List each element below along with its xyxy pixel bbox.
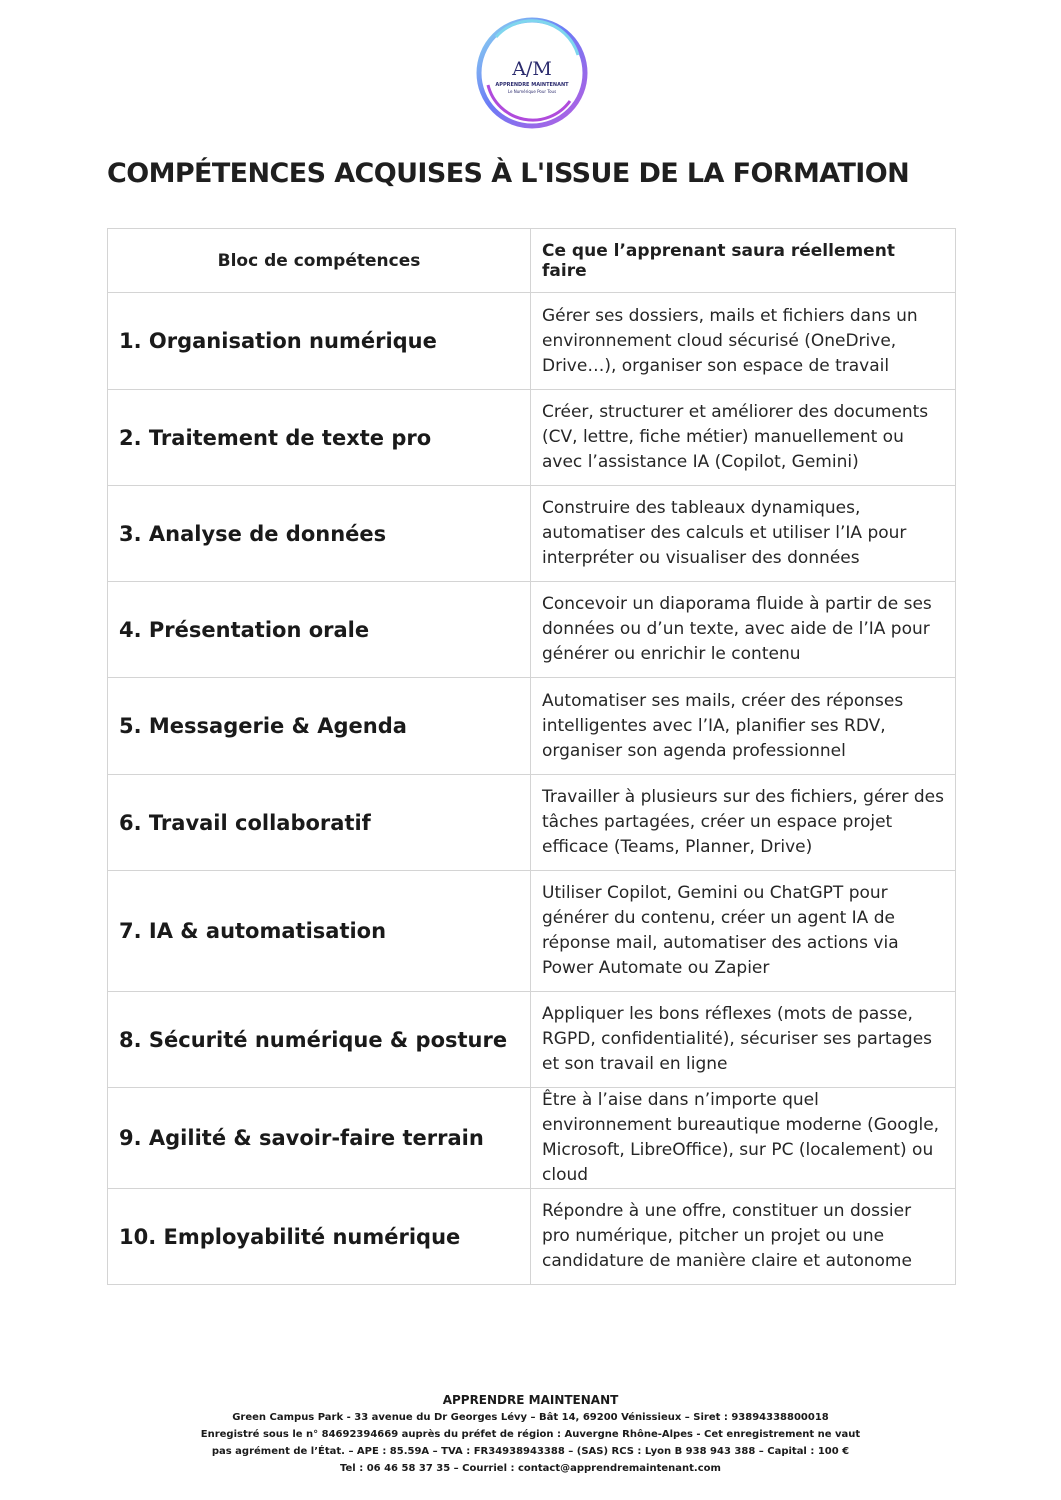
skill-block-name: 9. Agilité & savoir-faire terrain bbox=[108, 1088, 531, 1189]
table-row bbox=[108, 582, 956, 678]
table-row bbox=[108, 486, 956, 582]
footer-company: APPRENDRE MAINTENANT bbox=[442, 1393, 619, 1407]
company-logo bbox=[474, 15, 590, 131]
table-row bbox=[108, 293, 956, 390]
skill-block-name: 2. Traitement de texte pro bbox=[108, 390, 531, 486]
skill-block-name: 5. Messagerie & Agenda bbox=[108, 678, 531, 775]
footer-legal: pas agrément de l’État. – APE : 85.59A – TVA : FR34938943388 – (SAS) RCS : Lyon B 938 943 388 – Capital : 100 € bbox=[211, 1446, 850, 1457]
table-header-row bbox=[108, 229, 956, 293]
skill-description: Automatiser ses mails, créer des réponses intelligentes avec l’IA, planifier ses RDV, organiser son agenda professionnel bbox=[531, 678, 956, 775]
skill-description: Construire des tableaux dynamiques, automatiser des calculs et utiliser l’IA pour interpréter ou visualiser des données bbox=[531, 486, 956, 582]
skill-block-name: 10. Employabilité numérique bbox=[108, 1189, 531, 1285]
skill-block-name: 1. Organisation numérique bbox=[108, 293, 531, 390]
skill-block-name: 7. IA & automatisation bbox=[108, 871, 531, 992]
column-header-bloc: Bloc de compétences bbox=[108, 229, 531, 293]
skill-block-name: 3. Analyse de données bbox=[108, 486, 531, 582]
skill-block-name: 8. Sécurité numérique & posture bbox=[108, 992, 531, 1088]
table-row bbox=[108, 678, 956, 775]
skill-block-name: 4. Présentation orale bbox=[108, 582, 531, 678]
skill-description: Répondre à une offre, constituer un dossier pro numérique, pitcher un projet ou une candidature de manière claire et autonome bbox=[531, 1189, 956, 1285]
skill-description: Être à l’aise dans n’importe quel environnement bureautique moderne (Google, Microsoft, LibreOffice), sur PC (localement) ou cloud bbox=[531, 1088, 956, 1189]
page-footer bbox=[0, 1391, 1061, 1477]
skill-block-name: 6. Travail collaboratif bbox=[108, 775, 531, 871]
footer-registration: Enregistré sous le n° 84692394669 auprès du préfet de région : Auvergne Rhône-Alpes - Cet enregistrement ne vaut bbox=[200, 1429, 861, 1440]
column-header-description: Ce que l’apprenant saura réellement faire bbox=[531, 229, 956, 293]
logo-emblem bbox=[474, 15, 590, 131]
table-row bbox=[108, 775, 956, 871]
skill-description: Travailler à plusieurs sur des fichiers, gérer des tâches partagées, créer un espace projet efficace (Teams, Planner, Drive) bbox=[531, 775, 956, 871]
skill-description: Utiliser Copilot, Gemini ou ChatGPT pour générer du contenu, créer un agent IA de réponse mail, automatiser des actions via Power Automate ou Zapier bbox=[531, 871, 956, 992]
table-row bbox=[108, 871, 956, 992]
skill-description: Créer, structurer et améliorer des documents (CV, lettre, fiche métier) manuellement ou avec l’assistance IA (Copilot, Gemini) bbox=[531, 390, 956, 486]
logo-monogram: A/M bbox=[512, 58, 552, 80]
skill-description: Gérer ses dossiers, mails et fichiers dans un environnement cloud sécurisé (OneDrive, Drive…), organiser son espace de travail bbox=[531, 293, 956, 390]
page-title: COMPÉTENCES ACQUISES À L'ISSUE DE LA FORMATION bbox=[107, 158, 910, 189]
table-body bbox=[108, 293, 956, 1285]
table-row bbox=[108, 390, 956, 486]
table-row bbox=[108, 1088, 956, 1189]
skill-description: Concevoir un diaporama fluide à partir de ses données ou d’un texte, avec aide de l’IA pour générer ou enrichir le contenu bbox=[531, 582, 956, 678]
footer-contact: Tel : 06 46 58 37 35 – Courriel : contact@apprendremaintenant.com bbox=[340, 1463, 721, 1474]
table-row bbox=[108, 992, 956, 1088]
skill-description: Appliquer les bons réflexes (mots de passe, RGPD, confidentialité), sécuriser ses partages et son travail en ligne bbox=[531, 992, 956, 1088]
logo-name: APPRENDRE MAINTENANT bbox=[495, 82, 569, 88]
table-row bbox=[108, 1189, 956, 1285]
logo-tagline: Le Numérique Pour Tous bbox=[507, 89, 557, 94]
skills-table bbox=[107, 228, 956, 1285]
footer-address: Green Campus Park - 33 avenue du Dr Georges Lévy – Bât 14, 69200 Vénissieux – Siret : 93894338800018 bbox=[232, 1412, 829, 1423]
